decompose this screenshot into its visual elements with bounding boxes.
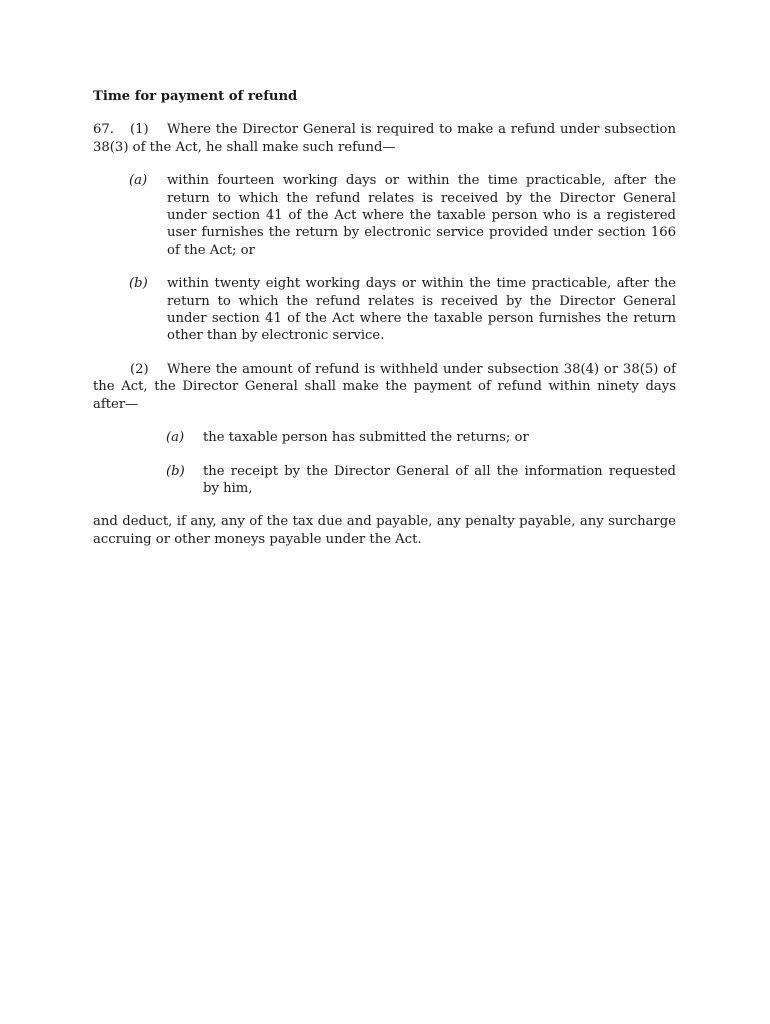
paragraph-1b-label: (b): [129, 276, 148, 292]
subsection-2-label: (2): [130, 361, 149, 377]
paragraph-1b-text: within twenty eight working days or within the time practicable, after the return to which the refund relates is received by the Director General under section 41 of the Act where the taxable person furnishes the return other than by electronic service.: [167, 276, 676, 344]
paragraph-2a: [93, 429, 676, 446]
paragraph-2b-label: (b): [166, 463, 185, 479]
paragraph-1a: [93, 172, 676, 259]
closing-text: and deduct, if any, any of the tax due and payable, any penalty payable, any surcharge accruing or other moneys payable under the Act.: [93, 514, 676, 547]
section-heading: Time for payment of refund: [93, 89, 298, 104]
subsection-2-text: Where the amount of refund is withheld under subsection 38(4) or 38(5) of the Act, the Director General shall make the payment of refund within ninety days after—: [93, 361, 676, 412]
paragraph-1a-label: (a): [129, 173, 148, 189]
paragraph-1b: [93, 275, 676, 345]
document-page: [93, 88, 676, 548]
subsection-1-label: (1): [130, 122, 149, 138]
subsection-1: [93, 121, 676, 156]
paragraph-2b-text: the receipt by the Director General of all the information requested by him,: [203, 463, 676, 496]
paragraph-2a-text: the taxable person has submitted the returns; or: [203, 430, 529, 446]
subsection-2: [93, 361, 676, 413]
paragraph-2b: [93, 463, 676, 498]
subsection-1-text: Where the Director General is required to make a refund under subsection 38(3) of the Act, he shall make such refund—: [93, 122, 676, 155]
paragraph-1a-text: within fourteen working days or within the time practicable, after the return to which the refund relates is received by the Director General under section 41 of the Act where the taxable person who is a registered user furnishes the return by electronic service provided under section 166 of the Act; or: [167, 173, 676, 258]
paragraph-2a-label: (a): [166, 430, 185, 446]
section-number: 67.: [93, 122, 114, 138]
